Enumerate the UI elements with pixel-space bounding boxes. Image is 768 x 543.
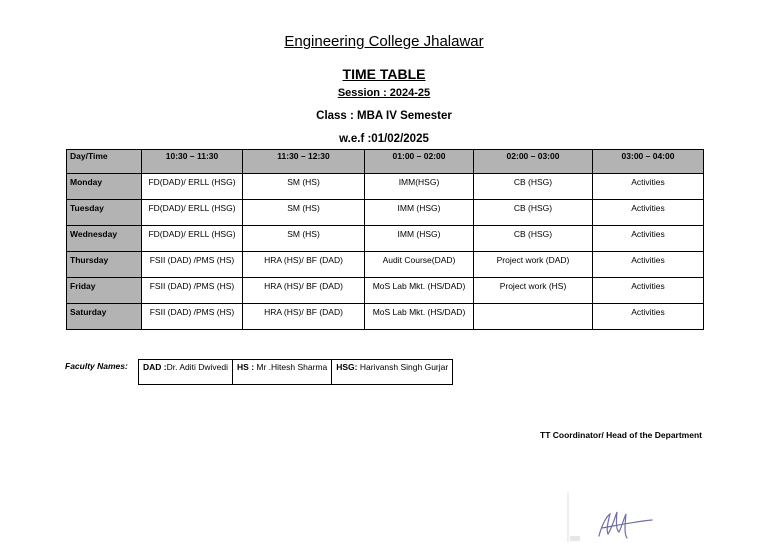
faculty-code: HS : bbox=[237, 362, 255, 372]
session-label: Session : 2024-25 bbox=[337, 87, 431, 99]
column-header: 10:30 – 11:30 bbox=[142, 150, 243, 174]
day-cell: Tuesday bbox=[67, 200, 142, 226]
day-cell: Friday bbox=[67, 278, 142, 304]
effective-date: w.e.f :01/02/2025 bbox=[339, 133, 429, 145]
faculty-entry bbox=[233, 360, 332, 385]
slot-cell: Activities bbox=[593, 226, 704, 252]
slot-cell: FSII (DAD) /PMS (HS) bbox=[142, 278, 243, 304]
slot-cell: CB (HSG) bbox=[474, 200, 593, 226]
faculty-entry bbox=[139, 360, 233, 385]
slot-cell: CB (HSG) bbox=[474, 226, 593, 252]
slot-cell: HRA (HS)/ BF (DAD) bbox=[243, 304, 365, 330]
day-cell: Thursday bbox=[67, 252, 142, 278]
column-header: 01:00 – 02:00 bbox=[365, 150, 474, 174]
slot-cell: CB (HSG) bbox=[474, 174, 593, 200]
coordinator-label: TT Coordinator/ Head of the Department bbox=[540, 430, 702, 440]
table-row bbox=[67, 278, 704, 304]
faculty-names-label: Faculty Names: bbox=[65, 361, 128, 371]
slot-cell: HRA (HS)/ BF (DAD) bbox=[243, 278, 365, 304]
slot-cell: SM (HS) bbox=[243, 174, 365, 200]
faculty-name: Harivansh Singh Gurjar bbox=[357, 362, 449, 372]
slot-cell: Activities bbox=[593, 200, 704, 226]
slot-cell: IMM(HSG) bbox=[365, 174, 474, 200]
slot-cell: HRA (HS)/ BF (DAD) bbox=[243, 252, 365, 278]
slot-cell: SM (HS) bbox=[243, 200, 365, 226]
slot-cell: Activities bbox=[593, 174, 704, 200]
slot-cell: Activities bbox=[593, 252, 704, 278]
signature-image bbox=[566, 490, 666, 543]
slot-cell: Audit Course(DAD) bbox=[365, 252, 474, 278]
college-name: Engineering College Jhalawar bbox=[284, 33, 484, 50]
slot-cell: FSII (DAD) /PMS (HS) bbox=[142, 252, 243, 278]
slot-cell: MoS Lab Mkt. (HS/DAD) bbox=[365, 278, 474, 304]
slot-cell: FD(DAD)/ ERLL (HSG) bbox=[142, 226, 243, 252]
faculty-code: DAD : bbox=[143, 362, 167, 372]
slot-cell: Activities bbox=[593, 304, 704, 330]
faculty-code: HSG: bbox=[336, 362, 358, 372]
column-header: 02:00 – 03:00 bbox=[474, 150, 593, 174]
table-row bbox=[67, 200, 704, 226]
table-row bbox=[67, 226, 704, 252]
slot-cell: FD(DAD)/ ERLL (HSG) bbox=[142, 174, 243, 200]
faculty-name: Mr .Hitesh Sharma bbox=[254, 362, 328, 372]
slot-cell: SM (HS) bbox=[243, 226, 365, 252]
slot-cell: Project work (DAD) bbox=[474, 252, 593, 278]
slot-cell bbox=[474, 304, 593, 330]
table-row bbox=[67, 174, 704, 200]
table-row bbox=[67, 304, 704, 330]
slot-cell: FD(DAD)/ ERLL (HSG) bbox=[142, 200, 243, 226]
slot-cell: Project work (HS) bbox=[474, 278, 593, 304]
table-row bbox=[67, 252, 704, 278]
day-cell: Monday bbox=[67, 174, 142, 200]
faculty-table bbox=[138, 359, 453, 385]
timetable-header-row bbox=[67, 150, 704, 174]
column-header: 03:00 – 04:00 bbox=[593, 150, 704, 174]
slot-cell: Activities bbox=[593, 278, 704, 304]
column-header: 11:30 – 12:30 bbox=[243, 150, 365, 174]
day-cell: Saturday bbox=[67, 304, 142, 330]
timetable bbox=[66, 149, 704, 330]
slot-cell: IMM (HSG) bbox=[365, 200, 474, 226]
day-cell: Wednesday bbox=[67, 226, 142, 252]
slot-cell: MoS Lab Mkt. (HS/DAD) bbox=[365, 304, 474, 330]
faculty-name: Dr. Aditi Dwivedi bbox=[166, 362, 229, 372]
class-label: Class : MBA IV Semester bbox=[316, 110, 452, 122]
slot-cell: IMM (HSG) bbox=[365, 226, 474, 252]
document-title: TIME TABLE bbox=[342, 66, 426, 82]
faculty-entry bbox=[332, 360, 453, 385]
slot-cell: FSII (DAD) /PMS (HS) bbox=[142, 304, 243, 330]
column-header: Day/Time bbox=[67, 150, 142, 174]
